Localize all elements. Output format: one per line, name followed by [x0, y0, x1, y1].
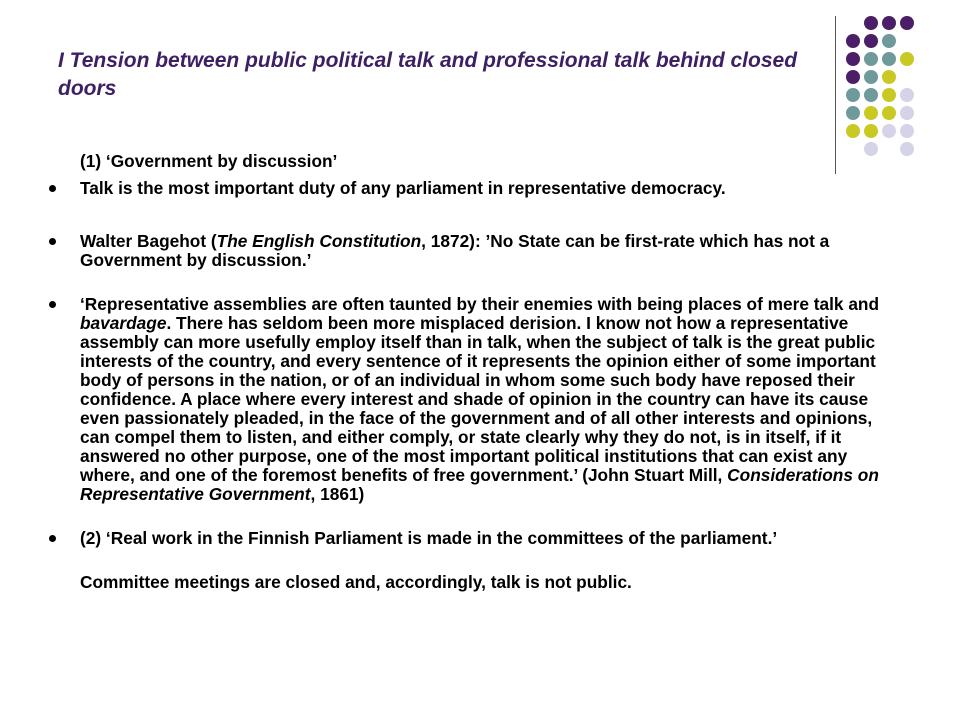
- decorative-dot: [846, 106, 860, 120]
- decorative-dot: [882, 52, 896, 66]
- slide-title: I Tension between public political talk and professional talk behind closed doors: [58, 49, 798, 100]
- bullet-committees: (2) ‘Real work in the Finnish Parliament is made in the committees of the parliament.’: [80, 529, 880, 548]
- bagehot-book-title: The English Constitution: [216, 231, 422, 251]
- decorative-dot: [900, 52, 914, 66]
- decorative-dot: [900, 16, 914, 30]
- decorative-dot: [864, 52, 878, 66]
- decorative-dot: [846, 52, 860, 66]
- decorative-dot: [882, 34, 896, 48]
- decorative-dot: [864, 34, 878, 48]
- decorative-dot: [900, 142, 914, 156]
- decorative-dot: [864, 88, 878, 102]
- bagehot-text-pre: Walter Bagehot (: [80, 231, 217, 251]
- decorative-dot: [846, 124, 860, 138]
- bullet-bagehot-quote: [80, 232, 880, 270]
- subheading-government-by-discussion: (1) ‘Government by discussion’: [80, 151, 338, 171]
- decorative-dot: [900, 88, 914, 102]
- divider-line: [835, 16, 836, 174]
- closing-statement: Committee meetings are closed and, accordingly, talk is not public.: [80, 572, 632, 592]
- mill-book-title: Considerations on Representative Government: [80, 465, 879, 504]
- decorative-dot: [846, 88, 860, 102]
- decorative-dot: [882, 88, 896, 102]
- mill-text-post: , 1861): [310, 484, 365, 504]
- decorative-dot: [900, 124, 914, 138]
- decorative-dot: [846, 70, 860, 84]
- decorative-dot: [864, 124, 878, 138]
- decorative-dot: [846, 34, 860, 48]
- decorative-dot: [882, 70, 896, 84]
- mill-text-pre: ‘Representative assemblies are often taunted by their enemies with being places of mere talk and: [80, 294, 880, 314]
- decorative-dot: [882, 124, 896, 138]
- bagehot-text-post: , 1872): ’No State can be first-rate which has not a Government by discussion.’: [80, 231, 830, 270]
- decorative-dot: [882, 16, 896, 30]
- decorative-dot: [864, 106, 878, 120]
- mill-term-bavardage: bavardage: [80, 313, 167, 333]
- decorative-dot: [882, 106, 896, 120]
- decorative-dot: [864, 70, 878, 84]
- decorative-dot: [864, 16, 878, 30]
- mill-text-mid: . There has seldom been more misplaced derision. I know not how a representative assembly can more usefully employ itself than in talk, when the subject of talk is the great public interests of the country, and every sentence of it represents the opinion either of some important body of persons in the nation, or of an individual in whom some such body have reposed their confidence. A place where every interest and shade of opinion in the country can have its cause even passionately pleaded, in the face of the government and of all other interests and opinions, can compel them to listen, and either comply, or state clearly why they do not, is in itself, if it answered no other purpose, one of the most important political institutions that can exist any where, and one of the foremost benefits of free government.’ (John Stuart Mill,: [80, 313, 876, 485]
- slide-content: [80, 152, 880, 592]
- decorative-dot: [900, 106, 914, 120]
- bullet-talk-duty: Talk is the most important duty of any parliament in representative democracy.: [80, 179, 880, 198]
- bullet-mill-quote: [80, 295, 880, 504]
